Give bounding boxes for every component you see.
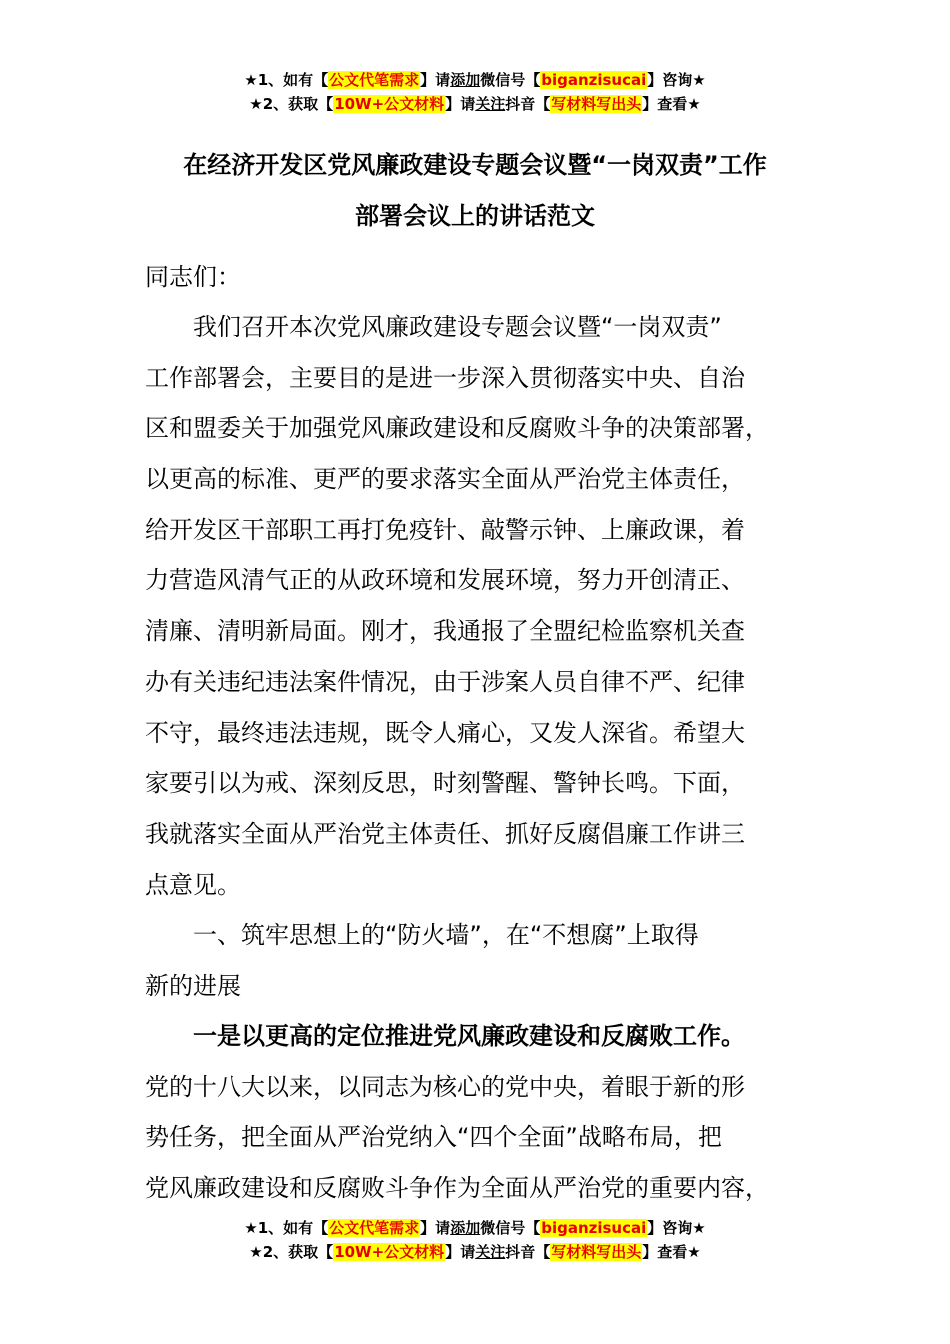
banner-highlight: 10W+公文材料 xyxy=(334,1243,445,1261)
text-line: 我就落实全面从严治党主体责任、抓好反腐倡廉工作讲三 xyxy=(145,819,745,848)
banner-text: 微信号【 xyxy=(480,1219,541,1237)
banner-text: 】查看★ xyxy=(642,95,701,113)
banner-line-2 xyxy=(0,92,950,116)
salutation: 同志们： xyxy=(145,263,241,291)
document-title-line-2: 部署会议上的讲话范文 xyxy=(355,202,595,230)
banner-text: 】请 xyxy=(445,1243,476,1261)
text-line: 办有关违纪违法案件情况，由于涉案人员自律不严、纪律 xyxy=(145,667,745,696)
banner-text: 抖音【 xyxy=(505,95,551,113)
text-line: 党风廉政建设和反腐败斗争作为全面从严治党的重要内容， xyxy=(145,1174,769,1203)
banner-highlight: biganzisucai xyxy=(541,1219,647,1237)
banner-text: 】咨询★ xyxy=(647,71,706,89)
paragraph-point-1 xyxy=(145,1011,810,1214)
text-line: 新的进展 xyxy=(145,971,241,1000)
top-banner xyxy=(0,68,950,116)
text-line: 党的十八大以来，以同志为核心的党中央，着眼于新的形 xyxy=(145,1072,745,1101)
banner-underline: 添加 xyxy=(450,71,481,89)
text-line: 以更高的标准、更严的要求落实全面从严治党主体责任， xyxy=(145,465,745,494)
banner-highlight: 10W+公文材料 xyxy=(334,95,445,113)
text-line: 给开发区干部职工再打免疫针、敲警示钟、上廉政课，着 xyxy=(145,515,745,544)
bottom-banner xyxy=(0,1216,950,1264)
section-heading-1 xyxy=(145,910,810,1011)
text-line: 一、筑牢思想上的“防火墙”，在“不想腐”上取得 xyxy=(145,921,699,949)
text-line: 工作部署会，主要目的是进一步深入贯彻落实中央、自治 xyxy=(145,363,745,392)
banner-text: ★2、获取【 xyxy=(249,1243,334,1261)
text-line: 家要引以为戒、深刻反思，时刻警醒、警钟长鸣。下面， xyxy=(145,769,745,798)
text-line: 点意见。 xyxy=(145,870,241,899)
banner-highlight: 写材料写出头 xyxy=(551,95,642,113)
banner-text: 】请 xyxy=(445,95,476,113)
banner-highlight: 写材料写出头 xyxy=(551,1243,642,1261)
text-line: 清廉、清明新局面。刚才，我通报了全盟纪检监察机关查 xyxy=(145,617,745,646)
text-line: 势任务，把全面从严治党纳入“四个全面”战略布局，把 xyxy=(145,1123,722,1152)
banner-text: ★2、获取【 xyxy=(249,95,334,113)
bold-lead-sentence: 一是以更高的定位推进党风廉政建设和反腐败工作。 xyxy=(145,1022,745,1050)
banner-line-1 xyxy=(0,68,950,92)
banner-text: 】查看★ xyxy=(642,1243,701,1261)
banner-text: ★1、如有【 xyxy=(244,71,329,89)
banner-text: 】咨询★ xyxy=(647,1219,706,1237)
banner-underline: 添加 xyxy=(450,1219,481,1237)
banner-underline: 关注 xyxy=(475,95,506,113)
banner-text: ★1、如有【 xyxy=(244,1219,329,1237)
text-line: 区和盟委关于加强党风廉政建设和反腐败斗争的决策部署， xyxy=(145,414,769,443)
banner-text: 抖音【 xyxy=(505,1243,551,1261)
paragraph-intro xyxy=(145,302,810,910)
text-line: 不守，最终违法违规，既令人痛心，又发人深省。希望大 xyxy=(145,718,745,747)
banner-highlight: 公文代笔需求 xyxy=(329,1219,420,1237)
document-title-line-1: 在经济开发区党风廉政建设专题会议暨“一岗双责”工作 xyxy=(183,151,767,179)
banner-underline: 关注 xyxy=(475,1243,506,1261)
banner-line-2 xyxy=(0,1240,950,1264)
banner-highlight: biganzisucai xyxy=(541,71,647,89)
banner-line-1 xyxy=(0,1216,950,1240)
text-line: 力营造风清气正的从政环境和发展环境，努力开创清正、 xyxy=(145,566,745,595)
banner-text: 】请 xyxy=(420,1219,451,1237)
text-line: 我们召开本次党风廉政建设专题会议暨“一岗双责” xyxy=(145,313,722,341)
banner-highlight: 公文代笔需求 xyxy=(329,71,420,89)
banner-text: 微信号【 xyxy=(480,71,541,89)
banner-text: 】请 xyxy=(420,71,451,89)
